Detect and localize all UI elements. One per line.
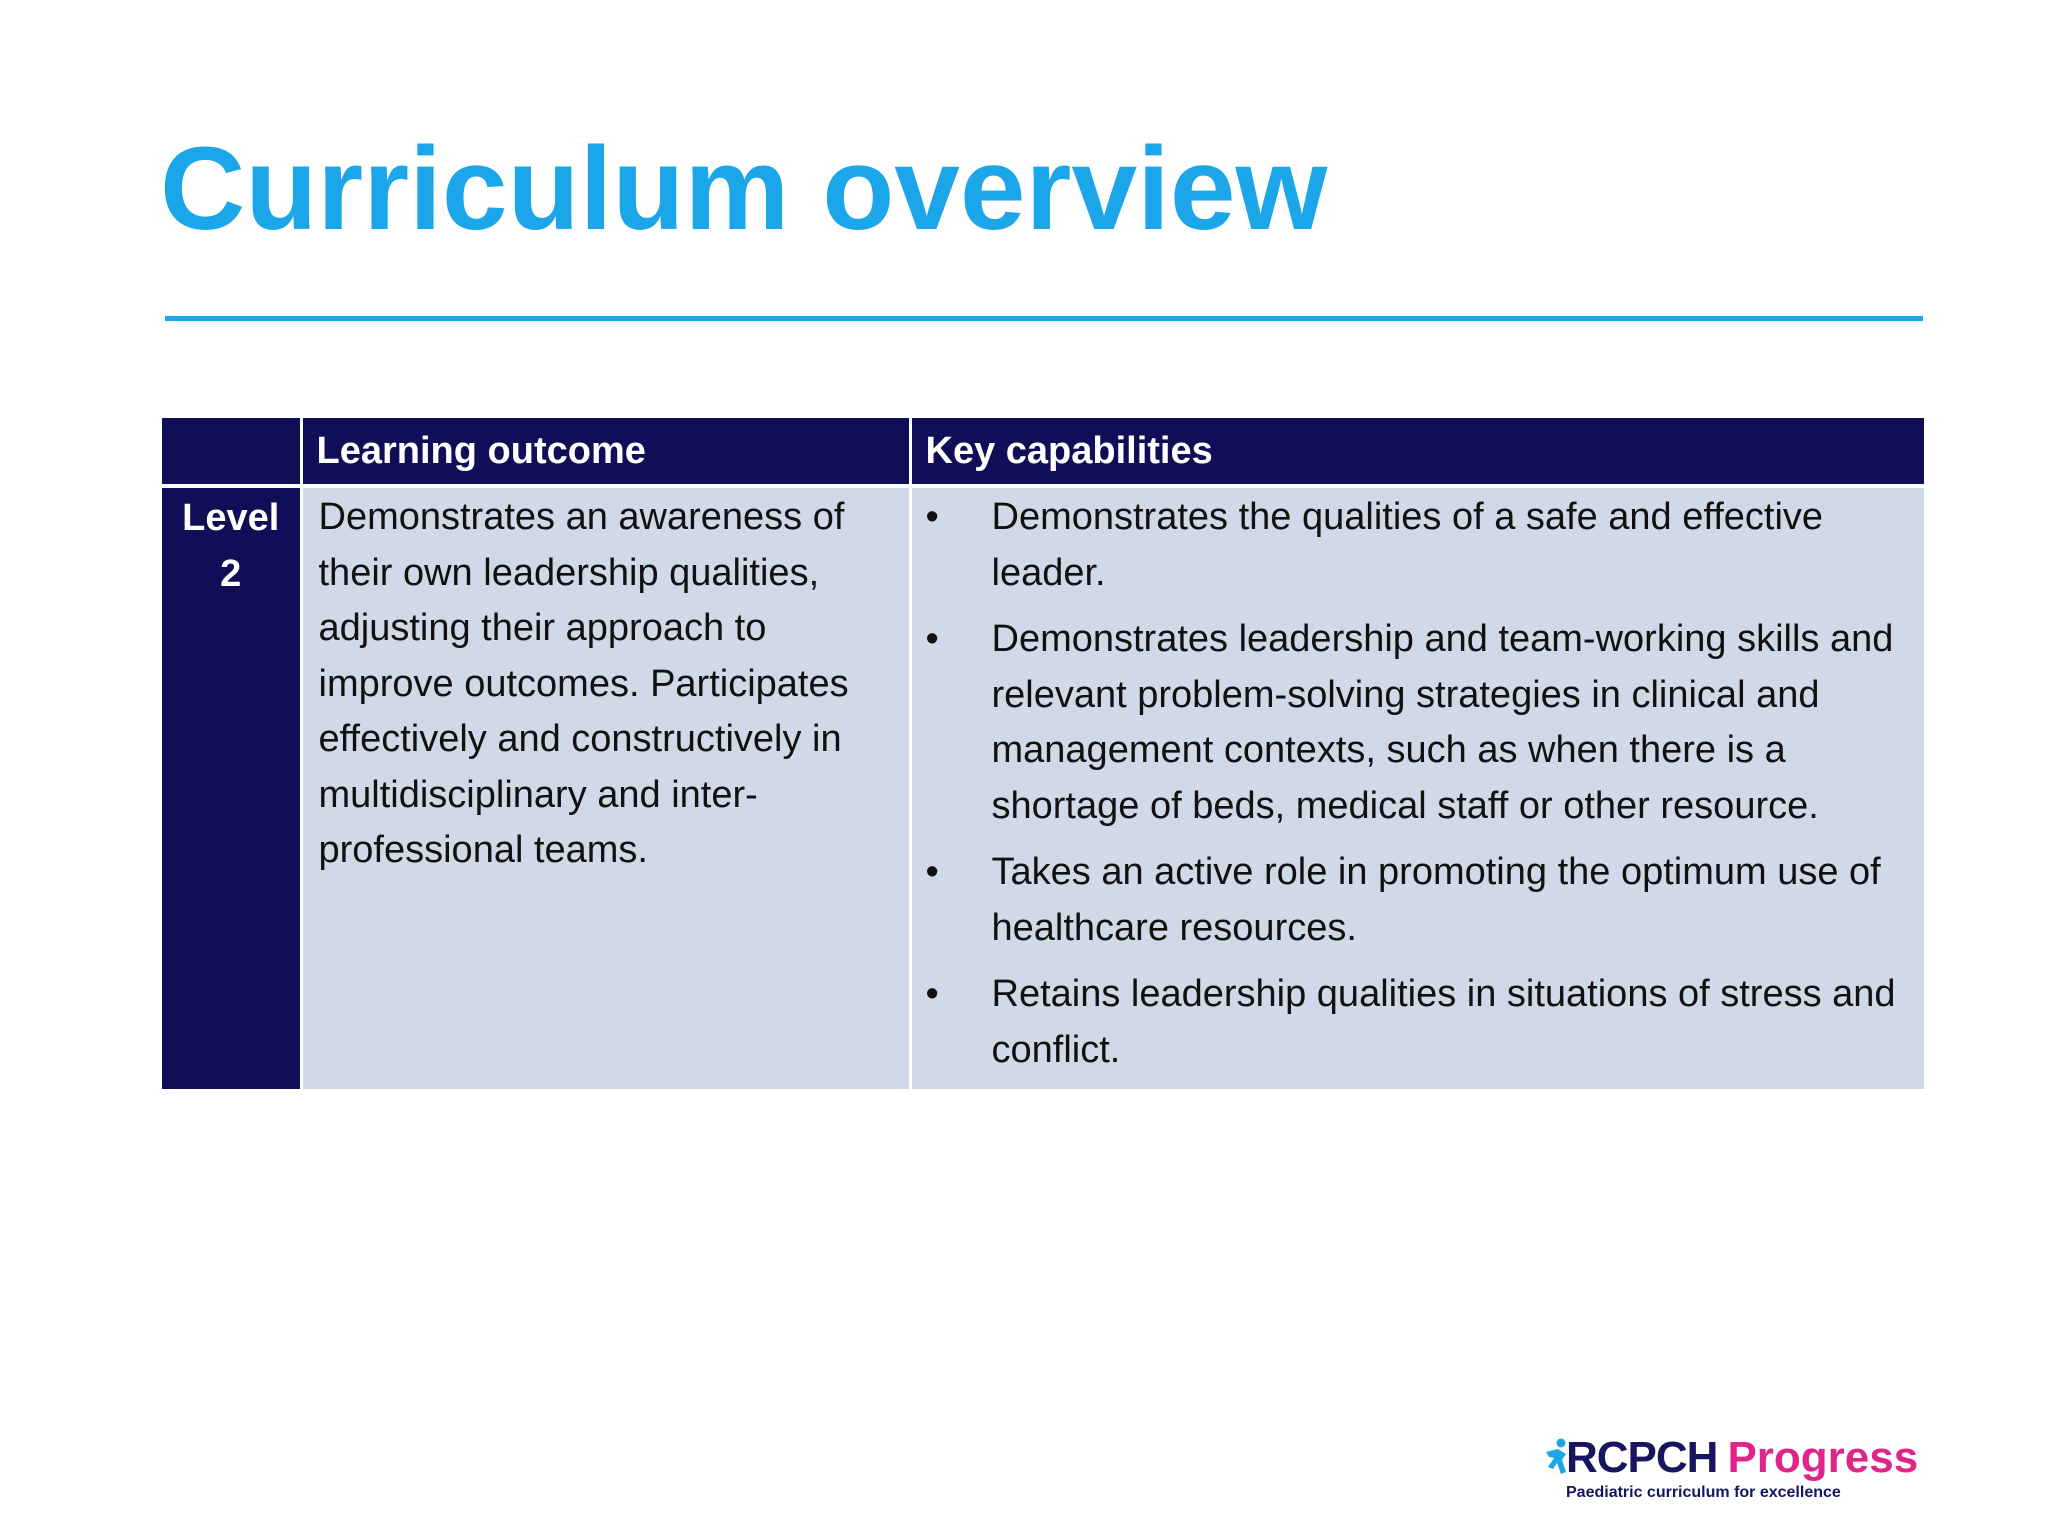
- table-header-row: [162, 418, 1924, 486]
- capability-text: Retains leadership qualities in situations of stress and conflict.: [991, 973, 1896, 1071]
- level-cell: [162, 486, 301, 1089]
- capability-text: Takes an active role in promoting the optimum use of healthcare resources.: [991, 851, 1881, 949]
- capability-text: Demonstrates the qualities of a safe and effective leader.: [991, 496, 1824, 594]
- logo-tagline: Paediatric curriculum for excellence: [1566, 1484, 1841, 1501]
- logo-wordmark: [1566, 1432, 1918, 1484]
- rcpch-progress-logo: [1544, 1432, 1924, 1502]
- bullet-icon: •: [925, 851, 939, 893]
- list-item: [912, 967, 1915, 1078]
- bullet-icon: •: [925, 496, 939, 538]
- title-divider: [165, 316, 1923, 321]
- learning-outcome-cell: Demonstrates an awareness of their own leadership qualities, adjusting their approach to improve outcomes. Participates effectively and constructively in multidisciplinary and inter-professional teams.: [301, 486, 910, 1089]
- curriculum-table: [162, 418, 1924, 1089]
- logo-rcpch: RCPCH: [1566, 1433, 1718, 1482]
- table-row: [162, 486, 1924, 1089]
- header-learning-outcome: Learning outcome: [301, 418, 910, 486]
- list-item: [912, 490, 1915, 601]
- logo-progress: Progress: [1727, 1433, 1919, 1482]
- bullet-icon: •: [925, 973, 939, 1015]
- key-capabilities-cell: [910, 486, 1924, 1089]
- header-level: [162, 418, 301, 486]
- level-label: Level: [182, 497, 280, 539]
- capabilities-list: [912, 490, 1915, 1078]
- header-key-capabilities: Key capabilities: [910, 418, 1924, 486]
- level-number: 2: [220, 553, 242, 595]
- bullet-icon: •: [925, 618, 939, 660]
- slide-title: Curriculum overview: [160, 123, 1328, 255]
- list-item: [912, 845, 1915, 956]
- list-item: [912, 612, 1915, 834]
- capability-text: Demonstrates leadership and team-working skills and relevant problem-solving strategies in clinical and management contexts, such as when there is a shortage of beds, medical staff or other resource.: [991, 618, 1894, 827]
